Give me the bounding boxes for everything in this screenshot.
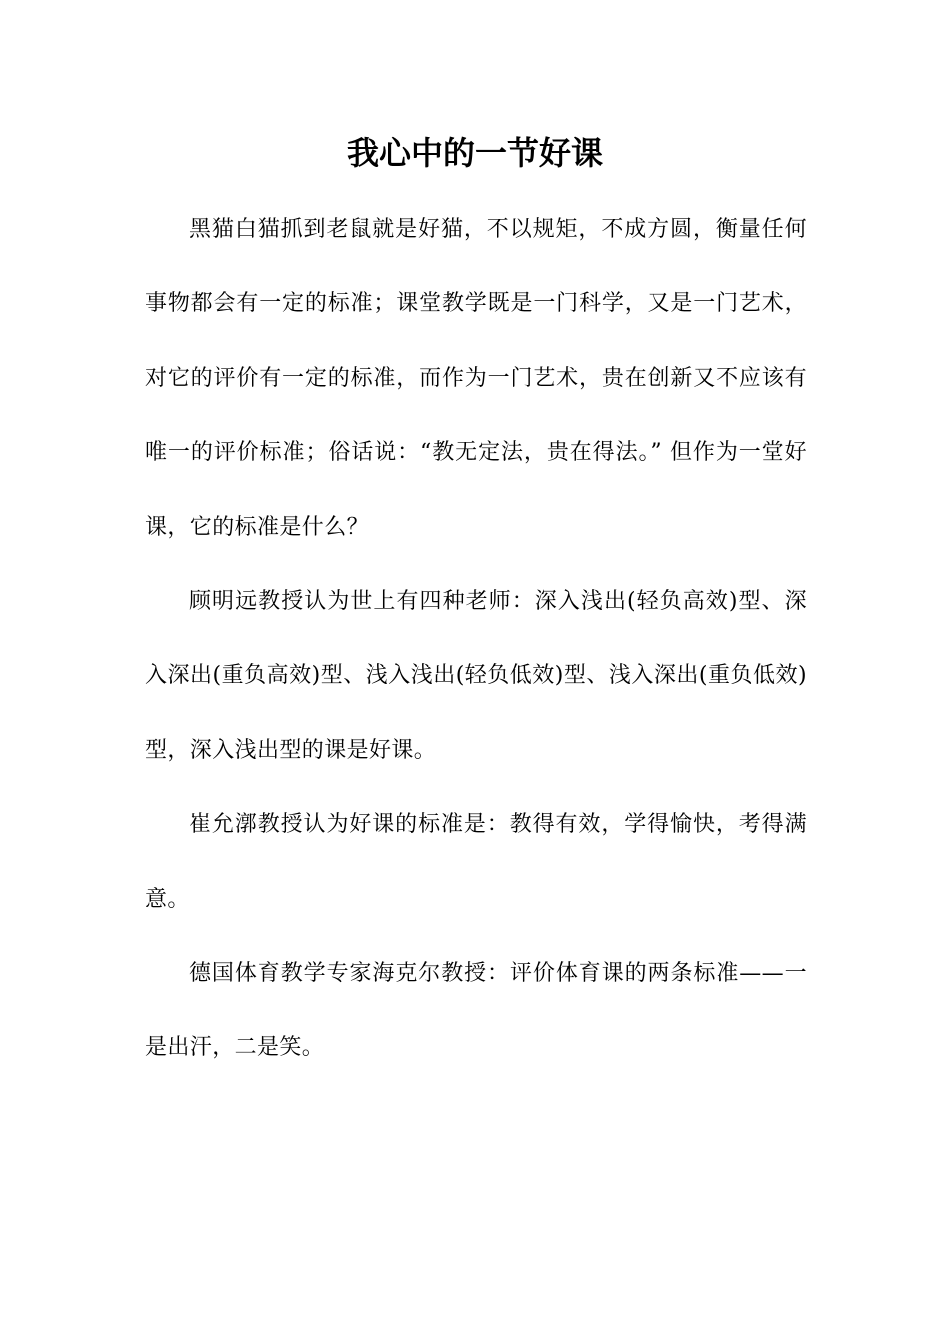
document-body (145, 193, 807, 1086)
paragraph-gu-mingyuan: 顾明远教授认为世上有四种老师：深入浅出(轻负高效)型、深入深出(重负高效)型、浅入浅出(轻负低效)型、浅入深出(重负低效)型，深入浅出型的课是好课。 (145, 589, 807, 763)
paragraph-haikeer: 德国体育教学专家海克尔教授：评价体育课的两条标准——一是出汗，二是笑。 (145, 961, 807, 1061)
paragraph-cui-yunhuo: 崔允漷教授认为好课的标准是：教得有效，学得愉快，考得满意。 (145, 812, 807, 912)
document-title: 我心中的一节好课 (346, 134, 603, 172)
paragraph-intro: 黑猫白猫抓到老鼠就是好猫，不以规矩，不成方圆，衡量任何事物都会有一定的标准；课堂教学既是一门科学，又是一门艺术，对它的评价有一定的标准，而作为一门艺术，贵在创新又不应该有唯一的评价标准；俗话说：“教无定法，贵在得法。” 但作为一堂好课，它的标准是什么？ (145, 217, 807, 540)
